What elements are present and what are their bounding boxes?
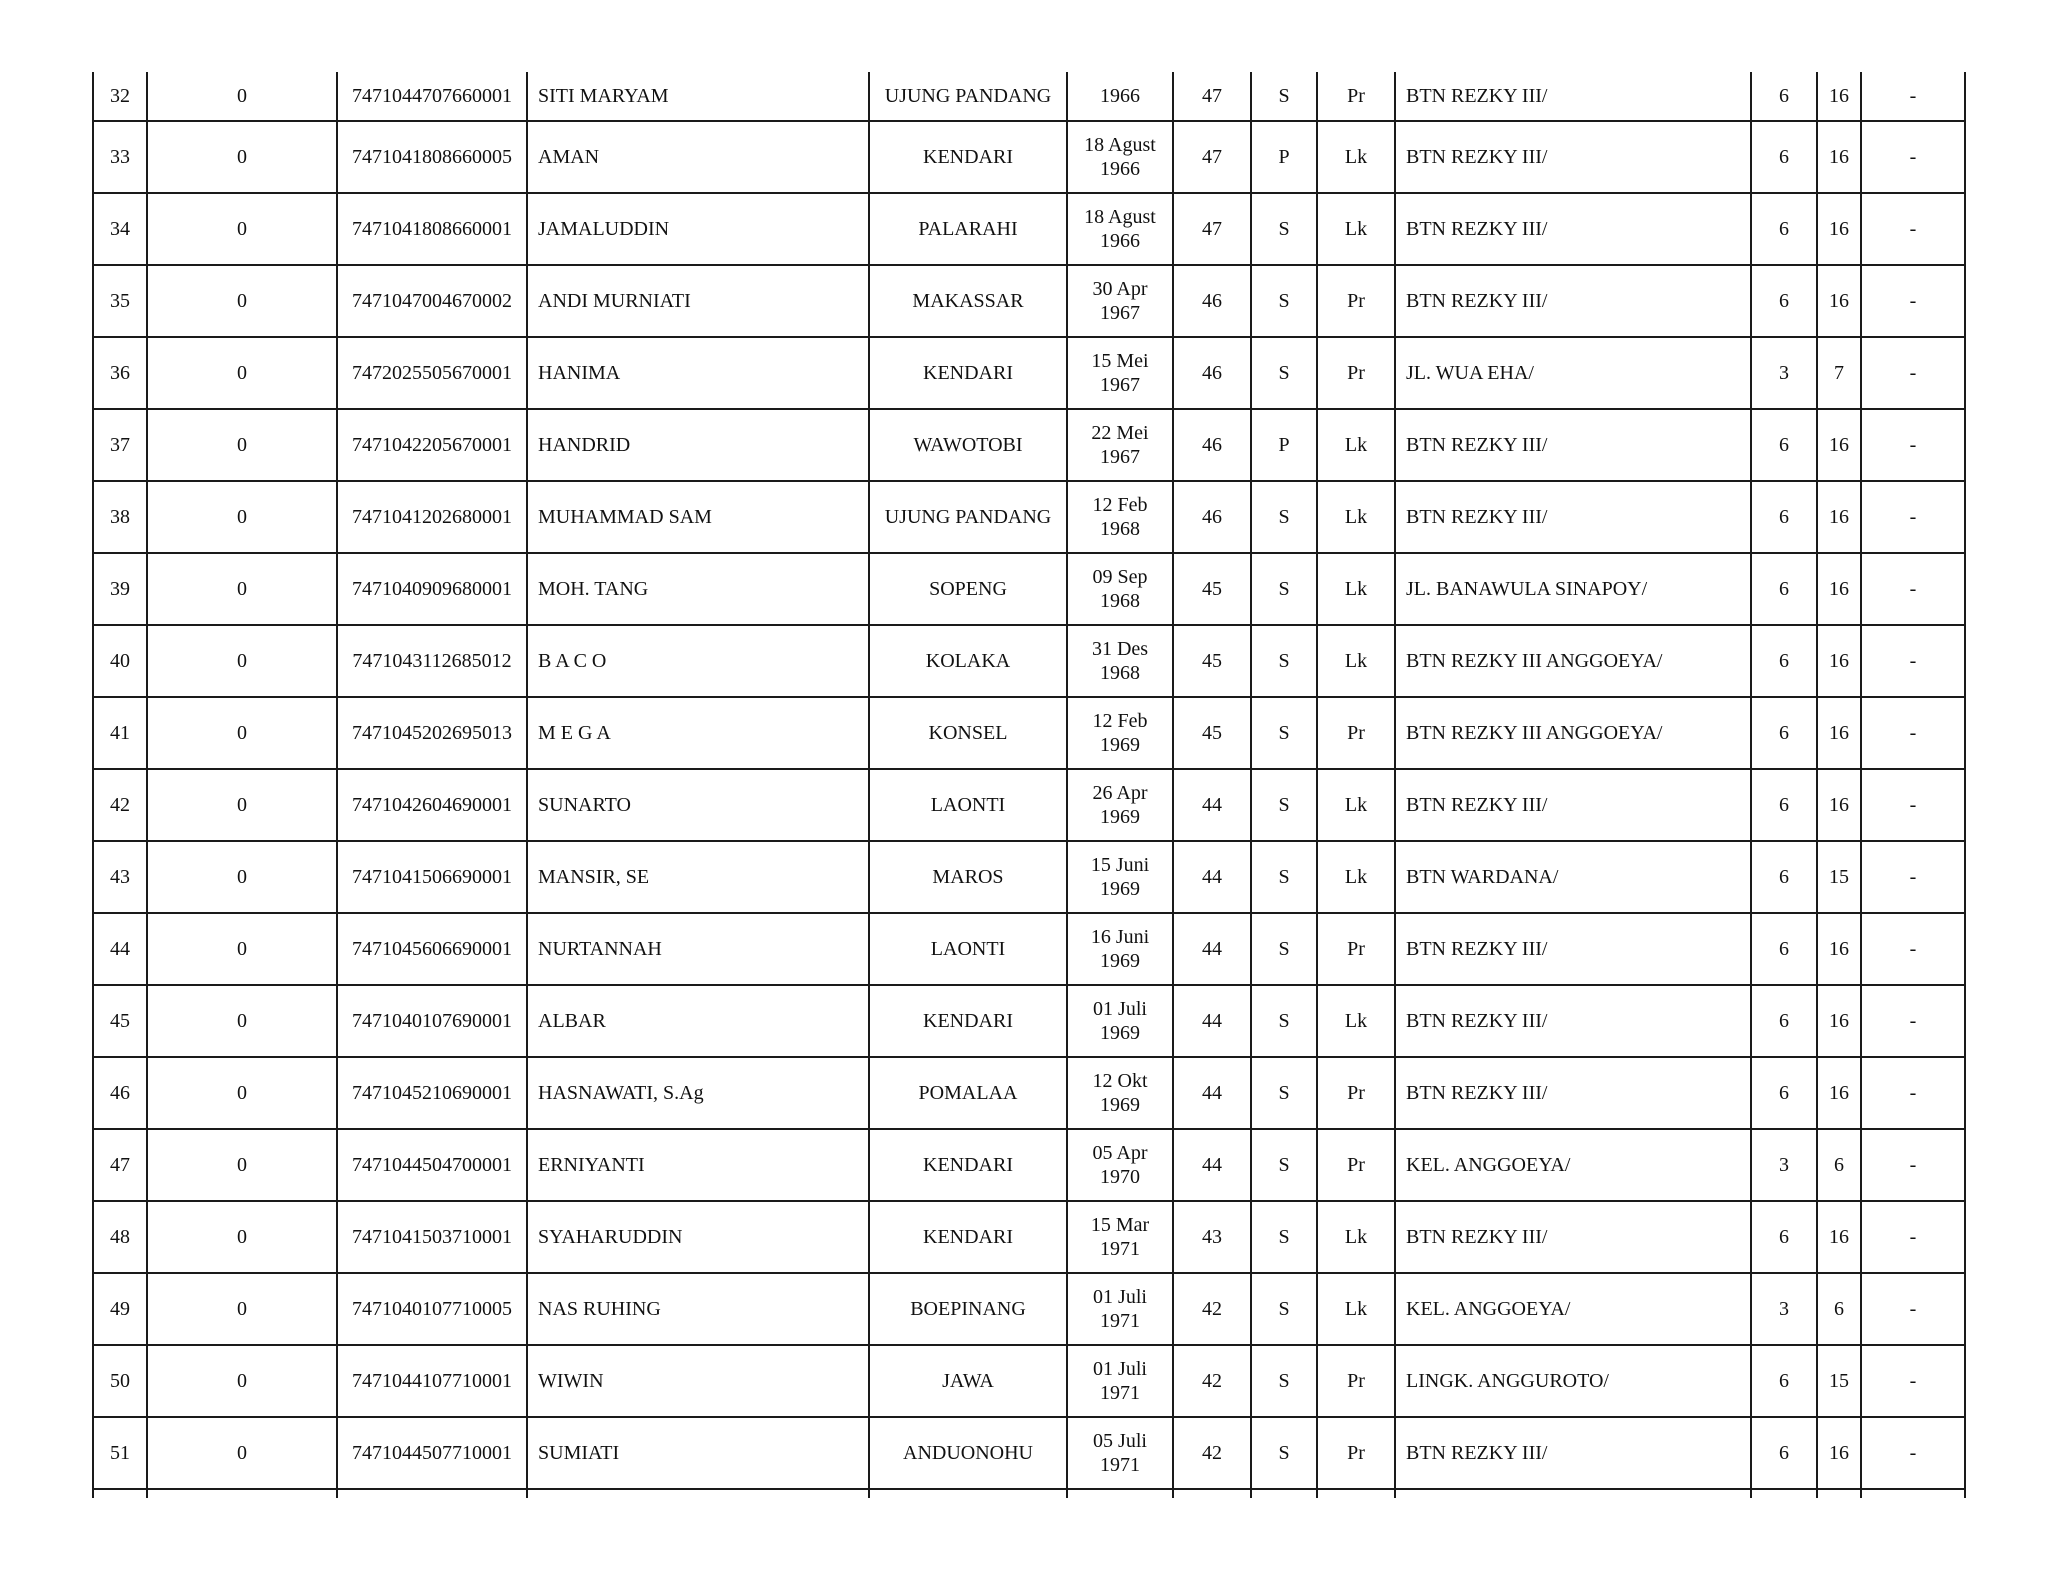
row-number-cell: 42 — [93, 769, 147, 841]
rw-cell: 6 — [1751, 265, 1817, 337]
note-cell: - — [1861, 265, 1965, 337]
nik-cell: 7471040909680001 — [337, 553, 527, 625]
sex-cell: Pr — [1317, 1129, 1395, 1201]
rw-cell: 6 — [1751, 121, 1817, 193]
code-cell: 0 — [147, 1273, 337, 1345]
rt-cell: 16 — [1817, 1417, 1861, 1489]
rt-cell: 16 — [1817, 481, 1861, 553]
address-cell: BTN REZKY III/ — [1395, 481, 1751, 553]
status-cell: S — [1251, 769, 1317, 841]
rw-cell: 6 — [1751, 913, 1817, 985]
nik-cell: 7471042205670001 — [337, 409, 527, 481]
rt-cell: 16 — [1817, 72, 1861, 121]
note-cell: - — [1861, 1417, 1965, 1489]
table-row — [93, 265, 1965, 337]
nik-cell: 7471045606690001 — [337, 913, 527, 985]
code-cell: 0 — [147, 265, 337, 337]
address-cell: BTN REZKY III/ — [1395, 265, 1751, 337]
name-cell: AMAN — [527, 121, 869, 193]
name-cell: SUMIATI — [527, 1417, 869, 1489]
status-cell: S — [1251, 697, 1317, 769]
rt-cell: 6 — [1817, 1129, 1861, 1201]
birthdate-cell: 05 Juli 1971 — [1067, 1417, 1173, 1489]
table-row — [93, 337, 1965, 409]
note-cell: - — [1861, 1345, 1965, 1417]
birthplace-cell: LAONTI — [869, 913, 1067, 985]
birthplace-cell: KENDARI — [869, 337, 1067, 409]
rw-cell: 6 — [1751, 481, 1817, 553]
name-cell: MUHAMMAD SAM — [527, 481, 869, 553]
row-number-cell: 38 — [93, 481, 147, 553]
table-row — [93, 121, 1965, 193]
birthdate-cell: 18 Agust 1966 — [1067, 193, 1173, 265]
rw-cell: 6 — [1751, 72, 1817, 121]
rt-cell: 16 — [1817, 985, 1861, 1057]
name-cell: HANDRID — [527, 409, 869, 481]
birthplace-cell: MAKASSAR — [869, 265, 1067, 337]
address-cell: LINGK. ANGGUROTO/ — [1395, 1345, 1751, 1417]
code-cell: 0 — [147, 697, 337, 769]
rw-cell: 6 — [1751, 841, 1817, 913]
birthdate-cell: 26 Apr 1969 — [1067, 769, 1173, 841]
continuation-cell — [869, 1489, 1067, 1498]
continuation-cell — [1067, 1489, 1173, 1498]
nik-cell: 7471041202680001 — [337, 481, 527, 553]
sex-cell: Lk — [1317, 625, 1395, 697]
address-cell: BTN REZKY III/ — [1395, 913, 1751, 985]
name-cell: HANIMA — [527, 337, 869, 409]
note-cell: - — [1861, 913, 1965, 985]
code-cell: 0 — [147, 841, 337, 913]
name-cell: SUNARTO — [527, 769, 869, 841]
address-cell: BTN REZKY III/ — [1395, 72, 1751, 121]
note-cell: - — [1861, 409, 1965, 481]
age-cell: 47 — [1173, 72, 1251, 121]
sex-cell: Pr — [1317, 337, 1395, 409]
rw-cell: 3 — [1751, 337, 1817, 409]
sex-cell: Lk — [1317, 985, 1395, 1057]
code-cell: 0 — [147, 72, 337, 121]
rw-cell: 6 — [1751, 1201, 1817, 1273]
note-cell: - — [1861, 1129, 1965, 1201]
rw-cell: 3 — [1751, 1129, 1817, 1201]
nik-cell: 7471044107710001 — [337, 1345, 527, 1417]
age-cell: 44 — [1173, 1129, 1251, 1201]
age-cell: 46 — [1173, 337, 1251, 409]
age-cell: 46 — [1173, 481, 1251, 553]
address-cell: BTN REZKY III ANGGOEYA/ — [1395, 625, 1751, 697]
nik-cell: 7471040107690001 — [337, 985, 527, 1057]
status-cell: S — [1251, 193, 1317, 265]
sex-cell: Lk — [1317, 553, 1395, 625]
continuation-cell — [337, 1489, 527, 1498]
continuation-cell — [1173, 1489, 1251, 1498]
table-row — [93, 625, 1965, 697]
birthdate-cell: 12 Feb 1969 — [1067, 697, 1173, 769]
sex-cell: Pr — [1317, 72, 1395, 121]
birthdate-cell: 01 Juli 1971 — [1067, 1345, 1173, 1417]
name-cell: SYAHARUDDIN — [527, 1201, 869, 1273]
status-cell: S — [1251, 1129, 1317, 1201]
address-cell: JL. WUA EHA/ — [1395, 337, 1751, 409]
note-cell: - — [1861, 1201, 1965, 1273]
note-cell: - — [1861, 481, 1965, 553]
note-cell: - — [1861, 985, 1965, 1057]
rt-cell: 7 — [1817, 337, 1861, 409]
table-row — [93, 769, 1965, 841]
rt-cell: 16 — [1817, 1057, 1861, 1129]
continuation-row — [93, 1489, 1965, 1498]
table-row — [93, 72, 1965, 121]
code-cell: 0 — [147, 121, 337, 193]
address-cell: BTN REZKY III/ — [1395, 409, 1751, 481]
note-cell: - — [1861, 841, 1965, 913]
status-cell: S — [1251, 625, 1317, 697]
birthdate-cell: 16 Juni 1969 — [1067, 913, 1173, 985]
sex-cell: Pr — [1317, 1345, 1395, 1417]
address-cell: BTN REZKY III/ — [1395, 1057, 1751, 1129]
nik-cell: 7471047004670002 — [337, 265, 527, 337]
code-cell: 0 — [147, 481, 337, 553]
sex-cell: Pr — [1317, 913, 1395, 985]
note-cell: - — [1861, 769, 1965, 841]
birthdate-cell: 22 Mei 1967 — [1067, 409, 1173, 481]
name-cell: HASNAWATI, S.Ag — [527, 1057, 869, 1129]
table-row — [93, 1417, 1965, 1489]
age-cell: 47 — [1173, 193, 1251, 265]
sex-cell: Lk — [1317, 769, 1395, 841]
birthdate-cell: 12 Feb 1968 — [1067, 481, 1173, 553]
note-cell: - — [1861, 1057, 1965, 1129]
address-cell: KEL. ANGGOEYA/ — [1395, 1273, 1751, 1345]
birthplace-cell: PALARAHI — [869, 193, 1067, 265]
age-cell: 46 — [1173, 409, 1251, 481]
nik-cell: 7471041503710001 — [337, 1201, 527, 1273]
status-cell: P — [1251, 121, 1317, 193]
row-number-cell: 33 — [93, 121, 147, 193]
rt-cell: 16 — [1817, 1201, 1861, 1273]
status-cell: S — [1251, 72, 1317, 121]
rt-cell: 16 — [1817, 265, 1861, 337]
continuation-cell — [527, 1489, 869, 1498]
address-cell: KEL. ANGGOEYA/ — [1395, 1129, 1751, 1201]
age-cell: 44 — [1173, 769, 1251, 841]
birthdate-cell: 18 Agust 1966 — [1067, 121, 1173, 193]
nik-cell: 7471041506690001 — [337, 841, 527, 913]
row-number-cell: 40 — [93, 625, 147, 697]
age-cell: 44 — [1173, 1057, 1251, 1129]
address-cell: BTN REZKY III/ — [1395, 1417, 1751, 1489]
continuation-cell — [147, 1489, 337, 1498]
continuation-cell — [1251, 1489, 1317, 1498]
note-cell: - — [1861, 193, 1965, 265]
birthplace-cell: MAROS — [869, 841, 1067, 913]
rt-cell: 16 — [1817, 193, 1861, 265]
row-number-cell: 37 — [93, 409, 147, 481]
name-cell: M E G A — [527, 697, 869, 769]
rw-cell: 6 — [1751, 1057, 1817, 1129]
name-cell: MOH. TANG — [527, 553, 869, 625]
note-cell: - — [1861, 625, 1965, 697]
status-cell: S — [1251, 1057, 1317, 1129]
table-row — [93, 1273, 1965, 1345]
age-cell: 47 — [1173, 121, 1251, 193]
sex-cell: Lk — [1317, 481, 1395, 553]
table-row — [93, 1057, 1965, 1129]
name-cell: WIWIN — [527, 1345, 869, 1417]
code-cell: 0 — [147, 553, 337, 625]
code-cell: 0 — [147, 985, 337, 1057]
table-row — [93, 409, 1965, 481]
birthplace-cell: KENDARI — [869, 985, 1067, 1057]
address-cell: BTN REZKY III ANGGOEYA/ — [1395, 697, 1751, 769]
birthdate-cell: 31 Des 1968 — [1067, 625, 1173, 697]
birthplace-cell: UJUNG PANDANG — [869, 72, 1067, 121]
rt-cell: 16 — [1817, 769, 1861, 841]
sex-cell: Pr — [1317, 1417, 1395, 1489]
birthdate-cell: 15 Juni 1969 — [1067, 841, 1173, 913]
birthplace-cell: UJUNG PANDANG — [869, 481, 1067, 553]
birthplace-cell: SOPENG — [869, 553, 1067, 625]
age-cell: 43 — [1173, 1201, 1251, 1273]
rt-cell: 16 — [1817, 121, 1861, 193]
sex-cell: Pr — [1317, 1057, 1395, 1129]
rw-cell: 6 — [1751, 409, 1817, 481]
rw-cell: 3 — [1751, 1273, 1817, 1345]
resident-table-page — [92, 72, 1964, 1514]
birthplace-cell: KOLAKA — [869, 625, 1067, 697]
rw-cell: 6 — [1751, 1417, 1817, 1489]
birthplace-cell: JAWA — [869, 1345, 1067, 1417]
continuation-cell — [93, 1489, 147, 1498]
nik-cell: 7471044507710001 — [337, 1417, 527, 1489]
rt-cell: 16 — [1817, 625, 1861, 697]
name-cell: ERNIYANTI — [527, 1129, 869, 1201]
birthdate-cell: 30 Apr 1967 — [1067, 265, 1173, 337]
row-number-cell: 51 — [93, 1417, 147, 1489]
sex-cell: Lk — [1317, 1273, 1395, 1345]
code-cell: 0 — [147, 409, 337, 481]
status-cell: S — [1251, 337, 1317, 409]
sex-cell: Lk — [1317, 121, 1395, 193]
birthdate-cell: 15 Mei 1967 — [1067, 337, 1173, 409]
code-cell: 0 — [147, 1417, 337, 1489]
birthplace-cell: KENDARI — [869, 1201, 1067, 1273]
name-cell: B A C O — [527, 625, 869, 697]
birthplace-cell: KENDARI — [869, 1129, 1067, 1201]
table-row — [93, 985, 1965, 1057]
row-number-cell: 44 — [93, 913, 147, 985]
address-cell: BTN REZKY III/ — [1395, 1201, 1751, 1273]
status-cell: S — [1251, 913, 1317, 985]
note-cell: - — [1861, 1273, 1965, 1345]
birthdate-cell: 05 Apr 1970 — [1067, 1129, 1173, 1201]
birthplace-cell: LAONTI — [869, 769, 1067, 841]
nik-cell: 7471042604690001 — [337, 769, 527, 841]
status-cell: S — [1251, 1273, 1317, 1345]
table-row — [93, 697, 1965, 769]
status-cell: S — [1251, 265, 1317, 337]
age-cell: 44 — [1173, 841, 1251, 913]
status-cell: S — [1251, 985, 1317, 1057]
continuation-cell — [1817, 1489, 1861, 1498]
name-cell: JAMALUDDIN — [527, 193, 869, 265]
note-cell: - — [1861, 553, 1965, 625]
rw-cell: 6 — [1751, 1345, 1817, 1417]
age-cell: 45 — [1173, 697, 1251, 769]
name-cell: NAS RUHING — [527, 1273, 869, 1345]
name-cell: SITI MARYAM — [527, 72, 869, 121]
sex-cell: Lk — [1317, 409, 1395, 481]
age-cell: 45 — [1173, 625, 1251, 697]
address-cell: BTN REZKY III/ — [1395, 193, 1751, 265]
rt-cell: 15 — [1817, 841, 1861, 913]
table-row — [93, 913, 1965, 985]
birthplace-cell: ANDUONOHU — [869, 1417, 1067, 1489]
status-cell: S — [1251, 841, 1317, 913]
code-cell: 0 — [147, 1345, 337, 1417]
birthdate-cell: 12 Okt 1969 — [1067, 1057, 1173, 1129]
code-cell: 0 — [147, 1201, 337, 1273]
name-cell: NURTANNAH — [527, 913, 869, 985]
nik-cell: 7472025505670001 — [337, 337, 527, 409]
rw-cell: 6 — [1751, 985, 1817, 1057]
row-number-cell: 34 — [93, 193, 147, 265]
address-cell: BTN REZKY III/ — [1395, 985, 1751, 1057]
continuation-cell — [1395, 1489, 1751, 1498]
birthplace-cell: KENDARI — [869, 121, 1067, 193]
rt-cell: 16 — [1817, 697, 1861, 769]
row-number-cell: 45 — [93, 985, 147, 1057]
table-row — [93, 1201, 1965, 1273]
birthdate-cell: 01 Juli 1971 — [1067, 1273, 1173, 1345]
rw-cell: 6 — [1751, 553, 1817, 625]
birthplace-cell: POMALAA — [869, 1057, 1067, 1129]
table-row — [93, 193, 1965, 265]
row-number-cell: 50 — [93, 1345, 147, 1417]
note-cell: - — [1861, 337, 1965, 409]
code-cell: 0 — [147, 1129, 337, 1201]
row-number-cell: 46 — [93, 1057, 147, 1129]
note-cell: - — [1861, 121, 1965, 193]
row-number-cell: 43 — [93, 841, 147, 913]
name-cell: ALBAR — [527, 985, 869, 1057]
age-cell: 45 — [1173, 553, 1251, 625]
address-cell: JL. BANAWULA SINAPOY/ — [1395, 553, 1751, 625]
birthplace-cell: WAWOTOBI — [869, 409, 1067, 481]
age-cell: 42 — [1173, 1345, 1251, 1417]
table-body — [93, 72, 1965, 1498]
rt-cell: 6 — [1817, 1273, 1861, 1345]
nik-cell: 7471045202695013 — [337, 697, 527, 769]
nik-cell: 7471044504700001 — [337, 1129, 527, 1201]
row-number-cell: 41 — [93, 697, 147, 769]
rt-cell: 16 — [1817, 409, 1861, 481]
address-cell: BTN WARDANA/ — [1395, 841, 1751, 913]
birthplace-cell: BOEPINANG — [869, 1273, 1067, 1345]
code-cell: 0 — [147, 1057, 337, 1129]
rw-cell: 6 — [1751, 193, 1817, 265]
row-number-cell: 36 — [93, 337, 147, 409]
row-number-cell: 32 — [93, 72, 147, 121]
rw-cell: 6 — [1751, 769, 1817, 841]
continuation-cell — [1861, 1489, 1965, 1498]
rt-cell: 16 — [1817, 913, 1861, 985]
nik-cell: 7471045210690001 — [337, 1057, 527, 1129]
rt-cell: 15 — [1817, 1345, 1861, 1417]
nik-cell: 7471041808660001 — [337, 193, 527, 265]
rw-cell: 6 — [1751, 625, 1817, 697]
table-row — [93, 841, 1965, 913]
nik-cell: 7471041808660005 — [337, 121, 527, 193]
birthdate-cell: 01 Juli 1969 — [1067, 985, 1173, 1057]
table-row — [93, 1129, 1965, 1201]
continuation-cell — [1317, 1489, 1395, 1498]
sex-cell: Lk — [1317, 1201, 1395, 1273]
code-cell: 0 — [147, 337, 337, 409]
continuation-cell — [1751, 1489, 1817, 1498]
birthplace-cell: KONSEL — [869, 697, 1067, 769]
nik-cell: 7471043112685012 — [337, 625, 527, 697]
rw-cell: 6 — [1751, 697, 1817, 769]
sex-cell: Pr — [1317, 697, 1395, 769]
row-number-cell: 39 — [93, 553, 147, 625]
row-number-cell: 35 — [93, 265, 147, 337]
note-cell: - — [1861, 72, 1965, 121]
status-cell: P — [1251, 409, 1317, 481]
status-cell: S — [1251, 1345, 1317, 1417]
code-cell: 0 — [147, 769, 337, 841]
name-cell: MANSIR, SE — [527, 841, 869, 913]
age-cell: 44 — [1173, 985, 1251, 1057]
address-cell: BTN REZKY III/ — [1395, 769, 1751, 841]
nik-cell: 7471044707660001 — [337, 72, 527, 121]
age-cell: 42 — [1173, 1273, 1251, 1345]
age-cell: 42 — [1173, 1417, 1251, 1489]
status-cell: S — [1251, 1417, 1317, 1489]
row-number-cell: 48 — [93, 1201, 147, 1273]
birthdate-cell: 1966 — [1067, 72, 1173, 121]
table-row — [93, 553, 1965, 625]
sex-cell: Pr — [1317, 265, 1395, 337]
age-cell: 46 — [1173, 265, 1251, 337]
nik-cell: 7471040107710005 — [337, 1273, 527, 1345]
sex-cell: Lk — [1317, 841, 1395, 913]
table-row — [93, 1345, 1965, 1417]
code-cell: 0 — [147, 913, 337, 985]
row-number-cell: 49 — [93, 1273, 147, 1345]
row-number-cell: 47 — [93, 1129, 147, 1201]
note-cell: - — [1861, 697, 1965, 769]
address-cell: BTN REZKY III/ — [1395, 121, 1751, 193]
birthdate-cell: 09 Sep 1968 — [1067, 553, 1173, 625]
code-cell: 0 — [147, 625, 337, 697]
table-row — [93, 481, 1965, 553]
code-cell: 0 — [147, 193, 337, 265]
name-cell: ANDI MURNIATI — [527, 265, 869, 337]
resident-table — [92, 72, 1966, 1498]
rt-cell: 16 — [1817, 553, 1861, 625]
birthdate-cell: 15 Mar 1971 — [1067, 1201, 1173, 1273]
sex-cell: Lk — [1317, 193, 1395, 265]
age-cell: 44 — [1173, 913, 1251, 985]
status-cell: S — [1251, 1201, 1317, 1273]
status-cell: S — [1251, 481, 1317, 553]
status-cell: S — [1251, 553, 1317, 625]
